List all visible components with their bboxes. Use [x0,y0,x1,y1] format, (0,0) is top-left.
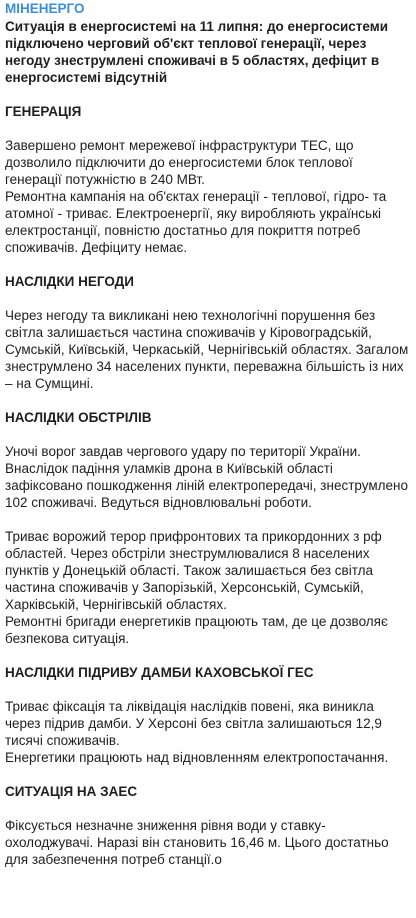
section-paragraph [5,443,412,511]
section-heading-zaes: СИТУАЦІЯ НА ЗАЕС [5,784,138,799]
section-heading-generation: ГЕНЕРАЦІЯ [5,104,82,119]
section-paragraph [5,528,412,647]
paragraph-line: Триває фіксація та ліквідація наслідків повені, яка виникла через підрив дамби. У Херсоні без світла залишаються 12,9 тисячі споживачів. [5,699,382,748]
paragraph-line: Енергетики працюють над відновленням електропостачання. [5,750,389,765]
paragraph-line: Ремонтна кампанія на об'єктах генерації - теплової, гідро- та атомної - триває. Електроенергії, яку виробляють українські електростанції, повністю достатньо для покриття потреб споживачів. Дефіциту немає. [5,189,387,255]
section-paragraph [5,817,412,868]
paragraph-line: Через негоду та викликані нею технологічні порушення без світла залишається частина споживачів у Кіровоградській, Сумській, Київській, Черкаській, Чернігівській областях. Загалом знеструмлено 34 населених пункти, переважна більшість із них – на Сумщині. [5,308,409,391]
paragraph-line: Фіксується незначне зниження рівня води у ставку-охолоджувачі. Наразі він становить 16,46 м. Цього достатньо для забезпечення потреб станції.о [5,818,389,867]
paragraph-line: Уночі ворог завдав чергового удару по території України. Внаслідок падіння уламків дрона в Київській області зафіксовано пошкодження ліній електропередачі, знеструмлено 102 споживачі. Ведуться відновлювальні роботи. [5,444,408,510]
paragraph-line: Завершено ремонт мережевої інфраструктури ТЕС, що дозволило підключити до енергосистеми блок теплової генерації потужністю в 240 МВт. [5,138,354,187]
section-heading-shelling: НАСЛІДКИ ОБСТРІЛІВ [5,410,152,425]
post-title: Ситуація в енергосистемі на 11 липня: до енергосистеми підключено черговий об'єкт теплової генерації, через негоду знеструмлені споживачі в 5 областях, дефіцит в енергосистемі відсутній [5,19,389,85]
section-paragraph [5,137,412,256]
section-paragraph [5,698,412,766]
section-heading-dam: НАСЛІДКИ ПІДРИВУ ДАМБИ КАХОВСЬКОЇ ГЕС [5,665,314,680]
section-heading-weather: НАСЛІДКИ НЕГОДИ [5,274,134,289]
channel-name[interactable]: МІНЕНЕРГО [5,1,85,16]
section-paragraph [5,307,412,392]
paragraph-line: Триває ворожий терор прифронтових та прикордонних з рф областей. Через обстріли знеструмлювалися 8 населених пунктів у Донецькій області. Також залишається без світла частина споживачів у Запорізькій, Херсонській, Сумській, Харківській, Чернігівській областях. [5,529,382,612]
paragraph-line: Ремонтні бригади енергетиків працюють там, де це дозволяє безпекова ситуація. [5,614,388,646]
message-post [0,1,416,868]
